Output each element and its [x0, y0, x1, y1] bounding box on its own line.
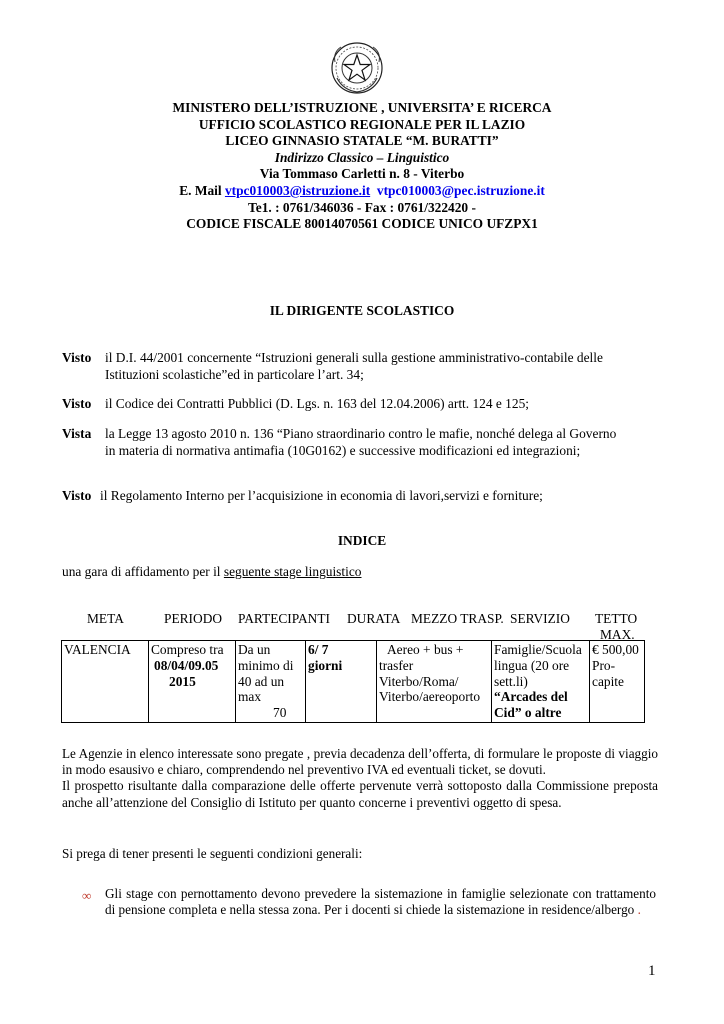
cell-servizio: [492, 641, 590, 723]
cell-tetto: [590, 641, 645, 723]
tetto-line: capite: [592, 673, 624, 689]
recital-text: il D.I. 44/2001 concernente “Istruzioni generali sulla gestione amministrativo-contabile delle Istituzioni scolastiche”ed in particolare l’art. 34;: [105, 350, 603, 382]
gara-subject: seguente stage linguistico: [223, 564, 362, 579]
agencies-paragraph: [62, 746, 658, 811]
col-header-periodo: PERIODO: [164, 611, 223, 626]
meta-value: VALENCIA: [64, 642, 131, 657]
tetto-amount: € 500,00: [592, 642, 639, 657]
durata-days: 6/ 7: [308, 642, 329, 657]
durata-unit: giorni: [308, 657, 343, 673]
col-header-mezzo: MEZZO TRASP.: [411, 611, 504, 626]
letterhead: [100, 100, 624, 233]
servizio-line: lingua (20 ore: [494, 657, 570, 673]
indice-heading: INDICE: [337, 533, 387, 548]
page-number: 1: [648, 963, 656, 979]
school-address: Via Tommaso Carletti n. 8 - Viterbo: [259, 166, 465, 182]
mail-prefix: E. Mail: [179, 182, 225, 198]
recital-label: Visto: [62, 396, 92, 411]
school-name: LICEO GINNASIO STATALE “M. BURATTI”: [225, 133, 499, 149]
col-header-tetto-max: MAX.: [600, 627, 635, 642]
cell-mezzo: [377, 641, 492, 723]
recital-text: il Regolamento Interno per l’acquisizione in economia di lavori,servizi e forniture;: [100, 488, 543, 503]
recital-text: il Codice dei Contratti Pubblici (D. Lgs. n. 163 del 12.04.2006) artt. 124 e 125;: [105, 396, 529, 411]
part-line: max: [238, 689, 262, 705]
col-header-servizio: SERVIZIO: [510, 611, 570, 626]
school-track: Indirizzo Classico – Linguistico: [274, 149, 450, 165]
recital-text: la Legge 13 agosto 2010 n. 136 “Piano straordinario contro le mafie, nonché delega al Governo in materia di normativa antimafia (10G0162) e successive modificazioni ed integrazioni;: [105, 426, 617, 458]
mezzo-line: Aereo + bus +: [387, 642, 464, 657]
condition-item: [105, 886, 656, 918]
recital-label: Vista: [62, 426, 92, 441]
col-header-tetto: TETTO: [595, 611, 638, 626]
cell-periodo: [149, 641, 236, 723]
part-max: 70: [273, 705, 287, 721]
cell-durata: [306, 641, 377, 723]
servizio-line: sett.li): [494, 673, 528, 689]
mail-line: [100, 183, 624, 200]
document-title: IL DIRIGENTE SCOLASTICO: [269, 303, 455, 318]
comparison-text: Il prospetto risultante dalla comparazione delle offerte pervenute verrà sottoposto dalla Commissione preposta anche all’attenzione del Consiglio di Istituto per quanto concerne i preventivi oggetto di spesa.: [62, 778, 658, 810]
recital-label: Visto: [62, 488, 92, 503]
mezzo-line: Viterbo/Roma/: [379, 673, 459, 689]
cell-partecipanti: [236, 641, 306, 723]
cell-meta: [62, 641, 149, 723]
regional-office: UFFICIO SCOLASTICO REGIONALE PER IL LAZIO: [198, 116, 526, 132]
part-line: Da un: [238, 642, 271, 657]
servizio-school: Cid” o altre: [494, 705, 562, 721]
periodo-dates: 08/04/09.05: [154, 657, 219, 673]
republic-emblem-icon: [329, 40, 385, 96]
periodo-year: 2015: [169, 673, 196, 689]
agencies-text: Le Agenzie in elenco interessate sono pregate , previa decadenza dell’offerta, di formulare le proposte di viaggio in modo esausivo e chiaro, comprendendo nel preventivo IVA ed eventuali ticket, se dovuti.: [62, 746, 658, 778]
trip-table: [61, 640, 645, 723]
gara-prefix: una gara di affidamento per il: [62, 564, 224, 579]
mail-link-2[interactable]: vtpc010003@pec.istruzione.it: [376, 182, 545, 198]
recital-label: Visto: [62, 350, 92, 365]
condition-text: Gli stage con pernottamento devono prevedere la sistemazione in famiglie selezionate con trattamento di pensione completa e nella stessa zona. Per i docenti si chiede la sistemazione in residence/albergo: [105, 886, 656, 918]
servizio-school: “Arcades del: [494, 689, 568, 705]
servizio-line: Famiglie/Scuola: [494, 642, 582, 657]
table-row: [62, 641, 645, 723]
infinity-bullet-icon: ∞: [82, 888, 92, 903]
mezzo-line: trasfer: [379, 657, 414, 673]
ministry-name: MINISTERO DELL’ISTRUZIONE , UNIVERSITA’ E RICERCA: [172, 100, 552, 115]
col-header-durata: DURATA: [347, 611, 401, 626]
condition-end-dot: .: [634, 902, 641, 918]
conditions-intro: Si prega di tener presenti le seguenti condizioni generali:: [62, 846, 363, 861]
mezzo-line: Viterbo/aereoporto: [379, 689, 481, 705]
tetto-line: Pro-: [592, 657, 616, 673]
col-header-meta: META: [87, 611, 124, 626]
phone-line: Te1. : 0761/346036 - Fax : 0761/322420 -: [248, 199, 476, 215]
fiscal-code-line: CODICE FISCALE 80014070561 CODICE UNICO UFZPX1: [186, 216, 538, 232]
part-line: minimo di: [238, 657, 294, 673]
periodo-line: Compreso tra: [151, 642, 224, 657]
col-header-partecipanti: PARTECIPANTI: [238, 611, 330, 626]
part-line: 40 ad un: [238, 673, 285, 689]
gara-line: [62, 564, 361, 580]
mail-link-1[interactable]: vtpc010003@istruzione.it: [224, 182, 371, 198]
